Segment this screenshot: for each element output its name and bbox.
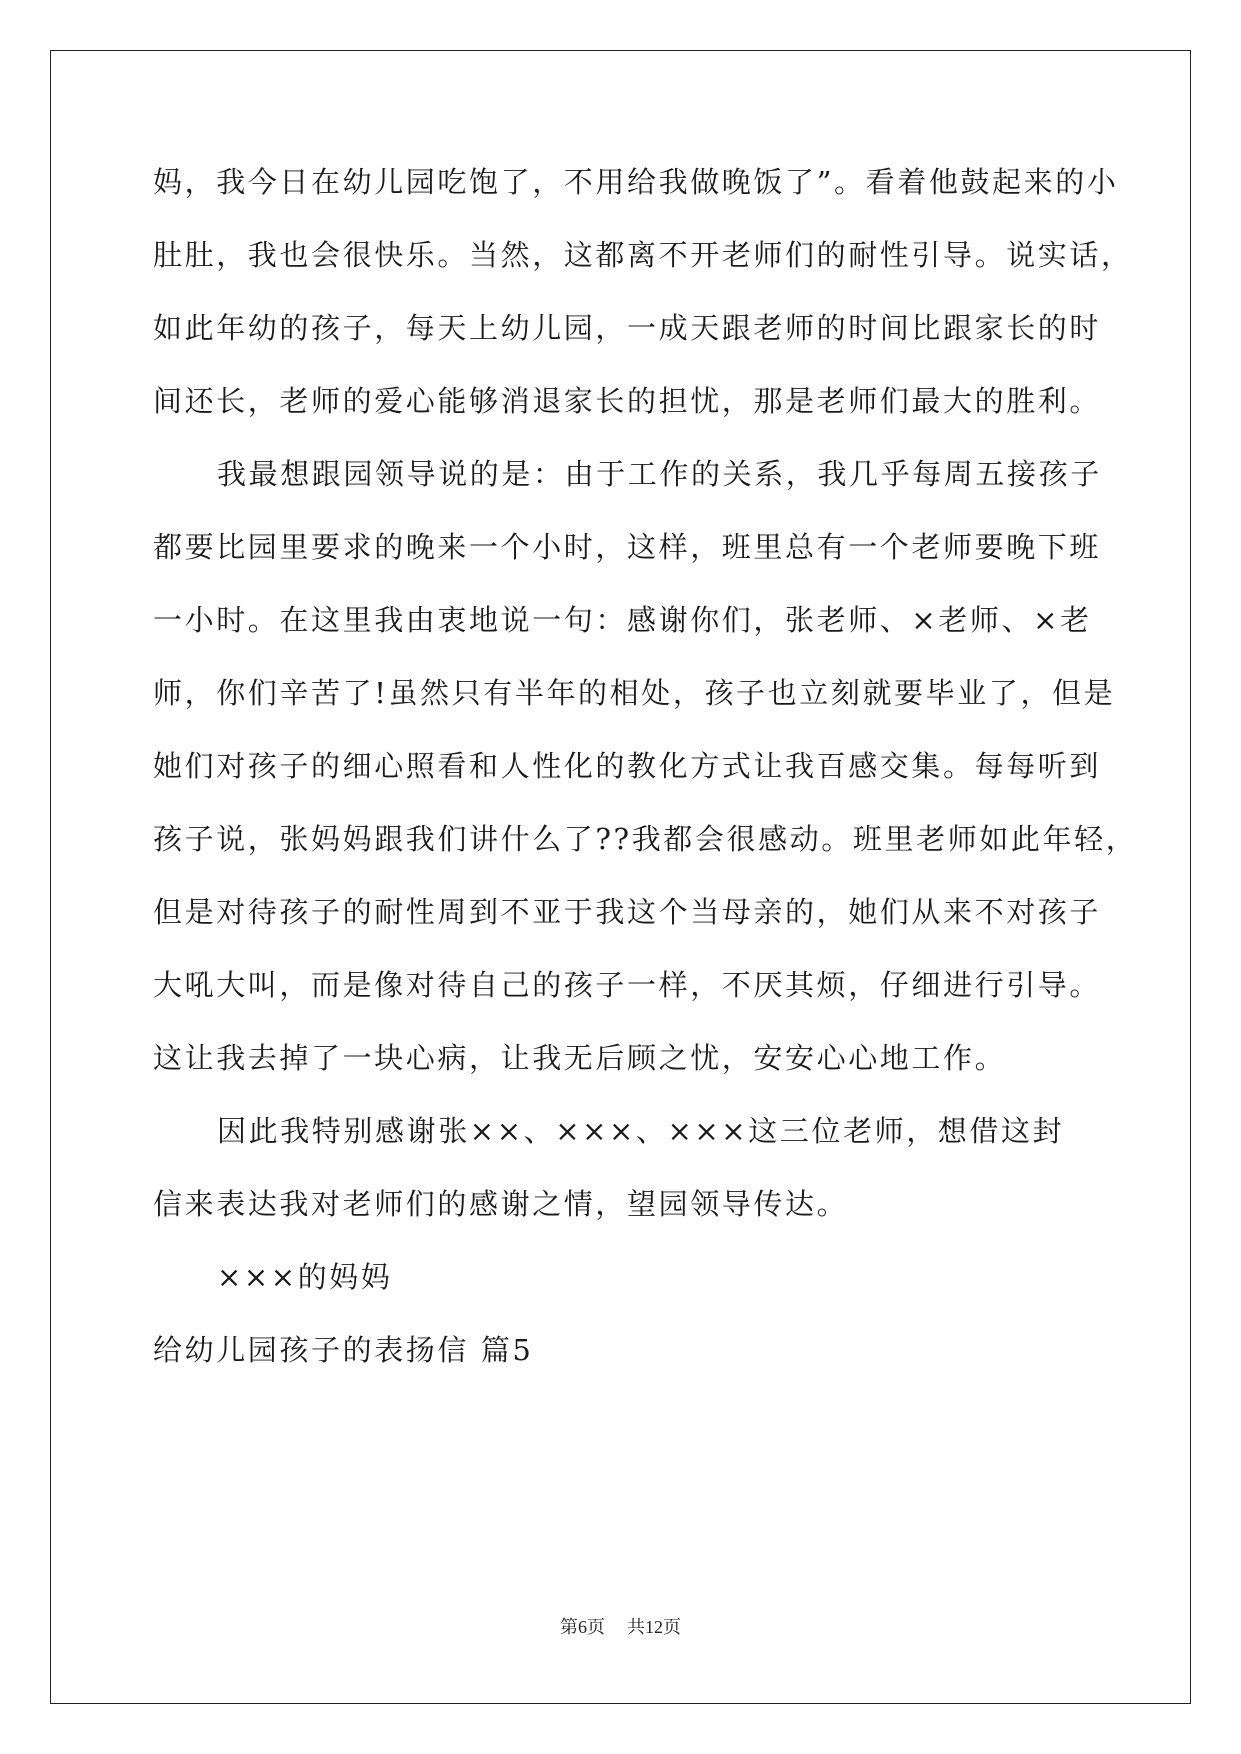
page-footer <box>0 1613 1241 1639</box>
text-line: 间还长，老师的爱心能够消退家长的担忧，那是老师们最大的胜利。 <box>153 384 1102 418</box>
page-frame <box>50 50 1191 1704</box>
signature-line: ×××的妈妈 <box>217 1260 393 1294</box>
text-line: 妈，我今日在幼儿园吃饱了，不用给我做晚饭了”。看着他鼓起来的小 <box>153 165 1119 199</box>
text-line: 信来表达我对老师们的感谢之情，望园领导传达。 <box>153 1187 849 1221</box>
text-line: 一小时。在这里我由衷地说一句：感谢你们，张老师、×老师、×老 <box>153 603 1092 637</box>
page-number-current: 第6页 <box>560 1617 605 1637</box>
paragraph-start-line: 因此我特别感谢张××、×××、×××这三位老师，想借这封 <box>217 1114 1065 1148</box>
text-line: 师，你们辛苦了!虽然只有半年的相处，孩子也立刻就要毕业了，但是 <box>153 676 1116 710</box>
paragraph-start-line: 我最想跟园领导说的是：由于工作的关系，我几乎每周五接孩子 <box>217 457 1102 491</box>
text-line: 这让我去掉了一块心病，让我无后顾之忧，安安心心地工作。 <box>153 1041 1007 1075</box>
page-number-total: 共12页 <box>627 1617 681 1637</box>
text-line: 孩子说，张妈妈跟我们讲什么了??我都会很感动。班里老师如此年轻， <box>153 822 1138 856</box>
section-heading: 给幼儿园孩子的表扬信 篇5 <box>153 1333 534 1367</box>
text-line: 都要比园里要求的晚来一个小时，这样，班里总有一个老师要晚下班 <box>153 530 1102 564</box>
text-line: 但是对待孩子的耐性周到不亚于我这个当母亲的，她们从来不对孩子 <box>153 895 1102 929</box>
text-line: 她们对孩子的细心照看和人性化的教化方式让我百感交集。每每听到 <box>153 749 1102 783</box>
text-line: 大吼大叫，而是像对待自己的孩子一样，不厌其烦，仔细进行引导。 <box>153 968 1102 1002</box>
text-line: 肚肚，我也会很快乐。当然，这都离不开老师们的耐性引导。说实话， <box>153 238 1133 272</box>
text-line: 如此年幼的孩子，每天上幼儿园，一成天跟老师的时间比跟家长的时 <box>153 311 1102 345</box>
